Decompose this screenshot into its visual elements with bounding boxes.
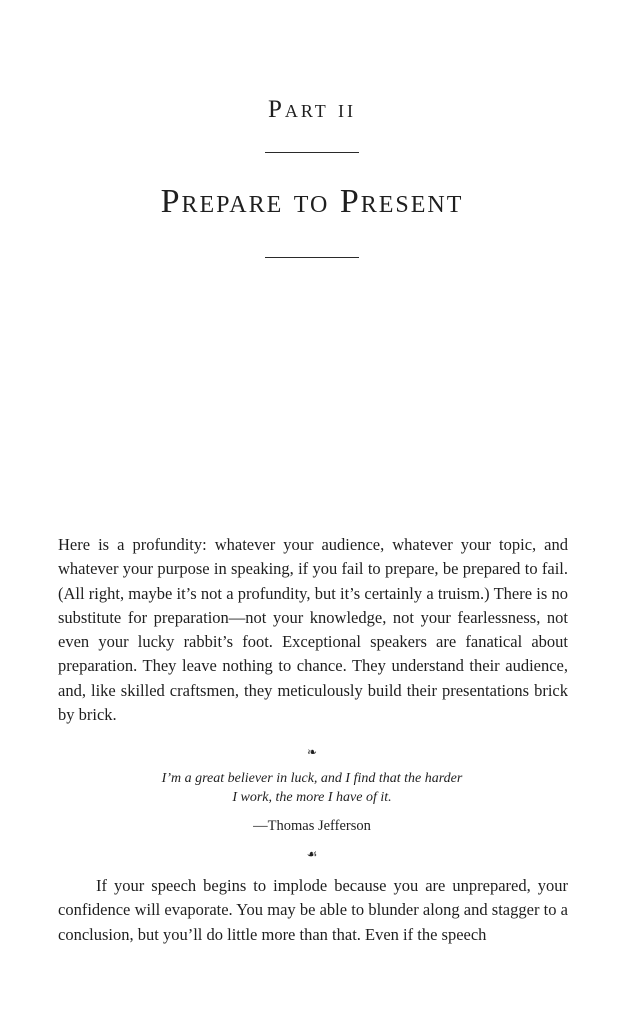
top-rule: [265, 152, 359, 153]
body-paragraph-2: If your speech begins to implode because you are unprepared, your confidence will evaporate. You may be able to blunder along and stagger to a conclusion, but you’ll do little more than that. Even if the speech: [58, 876, 568, 944]
part-title: Prepare to Present: [160, 183, 464, 220]
epigraph-quote: [0, 769, 624, 807]
bottom-rule: [265, 257, 359, 258]
body-paragraph-1: Here is a profundity: whatever your audience, whatever your topic, and whatever your purpose in speaking, if you fail to prepare, be prepared to fail. (All right, maybe it’s not a profundity, but it’s certainly a truism.) There is no substitute for preparation—not your knowledge, not your fearlessness, not even your lucky rabbit’s foot. Exceptional speakers are fanatical about preparation. They leave nothing to chance. They understand their audience, and, like skilled craftsmen, they meticulously build their presentations brick by brick.: [58, 535, 568, 725]
quote-line-2: I work, the more I have of it.: [232, 790, 392, 805]
part-label: Part ii: [267, 96, 357, 123]
quote-line-1: I’m a great believer in luck, and I find that the harder: [161, 771, 463, 786]
ornament-top-icon: ❧: [306, 745, 318, 759]
epigraph-attribution: —Thomas Jefferson: [253, 818, 371, 834]
ornament-bottom-icon: ☙: [306, 847, 318, 861]
